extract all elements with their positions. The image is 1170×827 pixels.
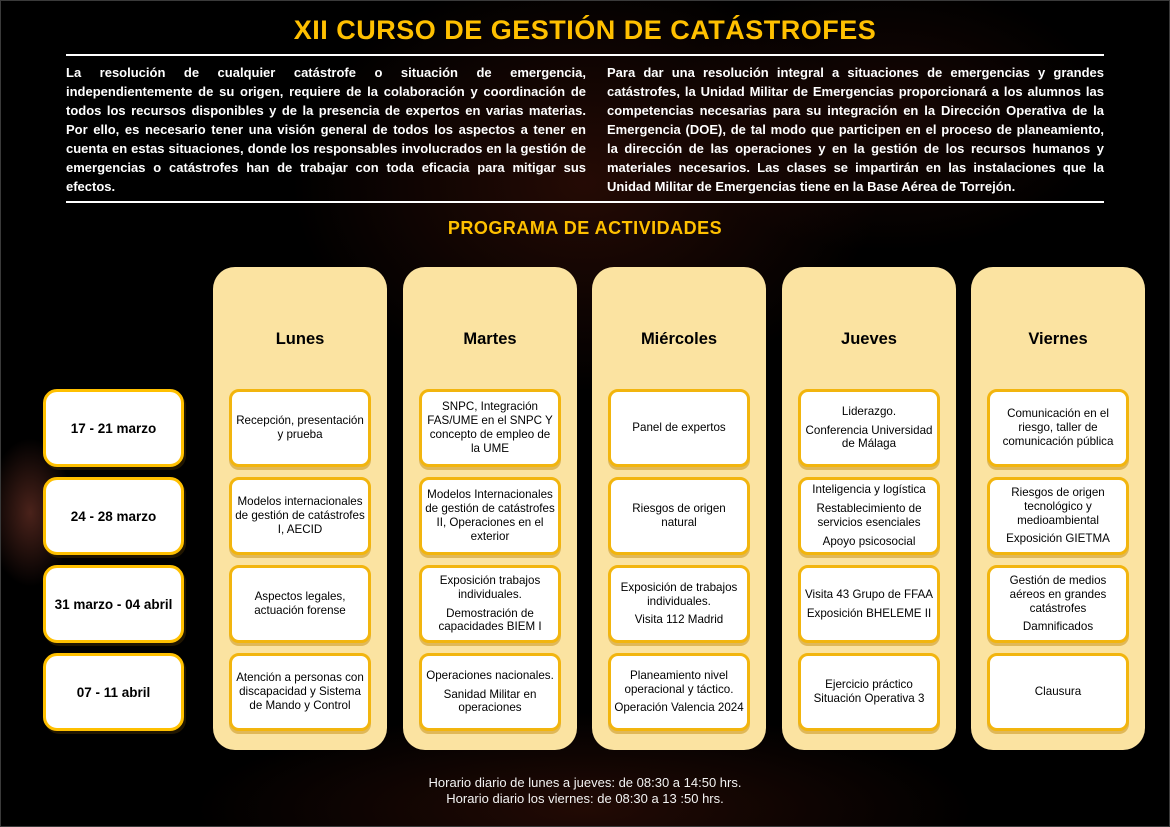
footer-line-1: Horario diario de lunes a jueves: de 08:30 a 14:50 hrs. (428, 775, 742, 790)
activity-cell (608, 477, 750, 555)
intro-right-paragraph: Para dar una resolución integral a situaciones de emergencias y grandes catástrofes, la Unidad Militar de Emergencias proporcionará a los alumnos las competencias necesarias para su integración en la Dirección Operativa de la Emergencia (DOE), de tal modo que participen en el proceso de planeamiento, la dirección de las operaciones y en la gestión de los recursos humanos y materiales necesarios. Las clases se impartirán en las instalaciones que la Unidad Militar de Emergencias tiene en la Base Aérea de Torrejón. (607, 65, 1104, 194)
day-column-4 (782, 267, 956, 750)
day-column-3 (592, 267, 766, 750)
activity-text: Modelos internacionales de gestión de catástrofes I, AECID (235, 495, 365, 536)
activity-text: SNPC, Integración FAS/UME en el SNPC Y concepto de empleo de la UME (427, 400, 553, 455)
activity-cell (229, 653, 371, 731)
activity-cell (798, 477, 940, 555)
activity-text: Modelos Internacionales de gestión de catástrofes II, Operaciones en el exterior (425, 488, 555, 543)
activity-cell (987, 477, 1129, 555)
activity-text: Ejercicio práctico Situación Operativa 3 (813, 678, 925, 705)
activity-text: Restablecimiento de servicios esenciales (816, 502, 922, 529)
activity-text: Demostración de capacidades BIEM I (438, 606, 542, 634)
activity-text: Comunicación en el riesgo, taller de comunicación pública (1002, 407, 1114, 448)
activity-text: Visita 43 Grupo de FFAA (804, 587, 934, 601)
activity-text: Gestión de medios aéreos en grandes catástrofes (1009, 573, 1107, 615)
week-label: 31 marzo - 04 abril (43, 565, 184, 643)
activity-cell (987, 389, 1129, 467)
activity-text: Apoyo psicosocial (822, 534, 916, 548)
activity-cell (608, 565, 750, 643)
activity-text: Visita 112 Madrid (634, 613, 724, 627)
activity-cell (987, 565, 1129, 643)
activity-text: Operación Valencia 2024 (614, 701, 744, 715)
day-column-2 (403, 267, 577, 750)
activity-text: Atención a personas con discapacidad y Sistema de Mando y Control (236, 671, 364, 712)
activity-text: Exposición de trabajos individuales. (620, 580, 738, 608)
activity-text: Exposición trabajos individuales. (439, 573, 541, 601)
week-label: 17 - 21 marzo (43, 389, 184, 467)
activity-text: Exposición BHELEME II (806, 606, 932, 620)
program-heading: PROGRAMA DE ACTIVIDADES (447, 218, 723, 238)
day-header: Miércoles (640, 329, 718, 348)
day-column-5 (971, 267, 1145, 750)
activity-text: Inteligencia y logística (812, 483, 926, 497)
activity-text: Exposición GIETMA (1006, 532, 1110, 546)
activity-text: Riesgos de origen natural (632, 502, 726, 529)
activity-text: Damnificados (1022, 620, 1094, 634)
activity-cell (608, 389, 750, 467)
activity-text: Operaciones nacionales. (426, 668, 554, 682)
schedule-grid (1, 267, 1169, 750)
day-header: Lunes (275, 329, 325, 348)
poster-title: XII CURSO DE GESTIÓN DE CATÁSTROFES (293, 15, 877, 45)
activity-cell (798, 565, 940, 643)
day-header: Jueves (841, 329, 897, 348)
activity-cell (419, 653, 561, 731)
activity-text: Liderazgo. (841, 404, 897, 418)
activity-cell (229, 389, 371, 467)
footer-line-2: Horario diario los viernes: de 08:30 a 13 :50 hrs. (446, 791, 724, 806)
divider-middle (66, 201, 1104, 203)
activity-cell (419, 565, 561, 643)
activity-text: Sanidad Militar en operaciones (443, 687, 537, 715)
activity-cell (229, 565, 371, 643)
activity-cell (419, 389, 561, 467)
footer (1, 775, 1169, 807)
activity-text: Aspectos legales, actuación forense (254, 590, 346, 617)
week-label: 07 - 11 abril (43, 653, 184, 731)
activity-text: Conferencia Universidad de Málaga (805, 423, 933, 451)
activity-cell (987, 653, 1129, 731)
week-label: 24 - 28 marzo (43, 477, 184, 555)
activity-text: Planeamiento nivel operacional y táctico. (624, 668, 734, 696)
activity-cell (419, 477, 561, 555)
day-header: Viernes (1028, 329, 1088, 348)
day-columns (1, 267, 1169, 750)
activity-cell (798, 389, 940, 467)
activity-text: Recepción, presentación y prueba (236, 414, 364, 441)
activity-cell (229, 477, 371, 555)
day-column-1 (213, 267, 387, 750)
intro-left-paragraph: La resolución de cualquier catástrofe o situación de emergencia, independientemente de su origen, requiere de la colaboración y coordinación de todos los recursos disponibles y de la presencia de expertos en varias materias. Por ello, es necesario tener una visión general de todos los aspectos a tener en cuenta en estas situaciones, donde los responsables involucrados en la gestión de emergencias o catástrofes han de trabajar con toda eficacia para mitigar sus efectos. (66, 65, 586, 194)
activity-text: Clausura (1034, 685, 1082, 699)
activity-text: Panel de expertos (632, 421, 726, 435)
activity-cell (608, 653, 750, 731)
day-header: Martes (463, 329, 517, 348)
activity-text: Riesgos de origen tecnológico y medioambiental (1011, 485, 1105, 527)
intro-section (1, 56, 1169, 196)
activity-cell (798, 653, 940, 731)
